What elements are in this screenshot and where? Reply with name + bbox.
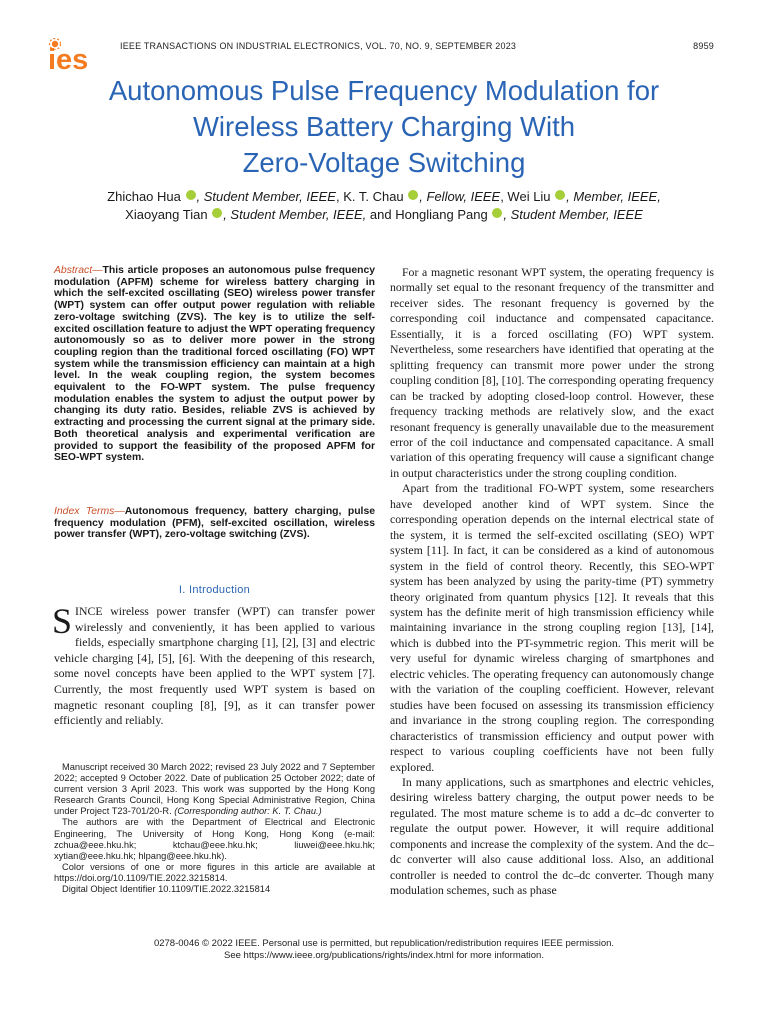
author-name: , K. T. Chau: [335, 189, 404, 204]
author-role: , Student Member, IEEE: [503, 207, 643, 222]
abstract-label: Abstract—: [54, 265, 103, 276]
body-paragraph: In many applications, such as smartphones and electric vehicles, desiring wireless battery charging, the output power needs to be regulated. The most mature scheme is to add a dc–dc converter to regulate the output power. However, it will require additional components and increase the complexity of the system. And the dc–dc converter will also cause additional loss. Also, an additional controller is needed to control the dc–dc converter. Though many modulation schemes, such as phase: [390, 774, 714, 898]
title-line-1: Autonomous Pulse Frequency Modulation for: [108, 75, 660, 106]
drop-cap: S: [52, 601, 73, 641]
footnote-doi: Digital Object Identifier 10.1109/TIE.2022.3215814: [62, 884, 271, 895]
body-paragraph: For a magnetic resonant WPT system, the operating frequency is normally set equal to the resonant frequency of the transmitter and receiver sides. The resonant frequency is governed by the corresponding coil inductance and compensated capacitance. Essentially, it is a forced oscillating (FO) WPT system. Nevertheless, some researchers have identified that operating at the splitting frequency can transmit more power under the strong coupling condition [8], [10]. The corresponding operating frequency can be tracked by adopting closed-loop control. However, these frequency tracking methods are relatively slow, and the exact resonant frequency is generally unavailable due to the measurement error of the coil inductance and compensated capacitance. A small variation of this operating frequency will cause a significant change in output characteristics under the strong coupling condition.: [390, 265, 714, 480]
copyright-notice: [40, 938, 728, 962]
copyright-line-1: 0278-0046 © 2022 IEEE. Personal use is permitted, but republication/redistribution requires IEEE permission.: [153, 938, 615, 949]
logo-text: ies: [48, 44, 89, 74]
page-number: 8959: [693, 41, 714, 51]
orcid-icon[interactable]: [186, 190, 196, 200]
orcid-icon[interactable]: [212, 208, 222, 218]
paper-title: [40, 73, 728, 181]
footnote-affiliation: The authors are with the Department of Electrical and Electronic Engineering, The University of Hong Kong, Hong Kong (e-mail: zchua@eee.hku.hk; ktchau@eee.hku.hk; liuwei@eee.hku.hk; xytian@eee.hku.hk; hlpang@eee.hku.hk).: [54, 817, 375, 861]
section-heading: I. Introduction: [178, 584, 251, 596]
author-name: Xiaoyang Tian: [125, 207, 208, 222]
index-terms: [54, 506, 375, 541]
title-line-2: Wireless Battery Charging With: [192, 111, 576, 142]
footnote: [54, 762, 375, 895]
title-line-3: Zero-Voltage Switching: [242, 147, 526, 178]
ies-logo: [46, 38, 106, 74]
abstract-text: This article proposes an autonomous pulse frequency modulation (APFM) scheme for wireless battery charging in which the self-excited oscillating (SEO) wireless power transfer (WPT) system can offer output power regulation with reliable zero-voltage switching (ZVS). The key is to utilize the self-excited oscillation feature to adjust the WPT operating frequency autonomously so as to deliver more power in the strong coupling region than the traditional forced oscillating (FO) WPT system while the transmission efficiency can maintain at a high level. In the weak coupling region, the system becomes equivalent to the FO-WPT system. The pulse frequency modulation enables the system to adjust the output power by changing its duty ratio. Besides, reliable ZVS is achieved by extracting and processing the current signal at the primary side. Both theoretical analysis and experimental verification are provided to support the feasibility of the proposed APFM for SEO-WPT system.: [54, 265, 376, 464]
journal-name: IEEE TRANSACTIONS ON INDUSTRIAL ELECTRONICS, VOL. 70, NO. 9, SEPTEMBER 2023: [120, 41, 517, 51]
author-role: , Member, IEEE,: [566, 189, 661, 204]
index-terms-text: Autonomous frequency, battery charging, pulse frequency modulation (PFM), self-excited oscillation, wireless power transfer (WPT), zero-voltage switching (ZVS).: [54, 506, 376, 541]
right-column: [390, 265, 714, 899]
author-name: , Wei Liu: [500, 189, 551, 204]
author-role: , Student Member, IEEE: [196, 189, 336, 204]
copyright-line-2: See https://www.ieee.org/publications/rights/index.html for more information.: [224, 950, 544, 961]
author-name: Zhichao Hua: [107, 189, 181, 204]
footnote-manuscript: Manuscript received 30 March 2022; revised 23 July 2022 and 7 September 2022; accepted 9 October 2022. Date of publication 25 October 2022; date of current version 3 April 2023. This work was supported by the Hong Kong Research Grants Council, Hong Kong Special Administrative Region, China under Project T23-701/20-R.: [54, 762, 375, 817]
abstract: [54, 265, 375, 464]
first-word: INCE: [75, 604, 103, 618]
orcid-icon[interactable]: [492, 208, 502, 218]
author-conjunction: and: [366, 207, 396, 222]
author-role: , Fellow, IEEE: [419, 189, 501, 204]
orcid-icon[interactable]: [408, 190, 418, 200]
intro-body: wireless power transfer (WPT) can transfer power wirelessly and conveniently, it has been applied to various fields, especially smartphone charging [1], [2], [3] and electric vehicle charging [4], [5], [6]. With the deepening of this research, some novel concepts have been applied to the WPT system [7]. Currently, the most frequently used WPT system is based on magnetic resonant coupling [8], [9], as it can transfer power efficiently and reliably.: [54, 604, 375, 728]
author-role: , Student Member, IEEE,: [223, 207, 367, 222]
index-terms-label: Index Terms—: [54, 506, 125, 517]
body-paragraph: Apart from the traditional FO-WPT system, some researchers have developed another kind of WPT system. Since the corresponding operation depends on the internal electrical state of the system, it is termed the self-excited oscillating (SEO) WPT system [11]. In fact, it can be considered as a kind of autonomous system in the field of control theory. Recently, this SEO-WPT system has been analyzed by using the parity-time (PT) symmetry theory originated from quantum physics [12]. It reveals that this system has the definite merit of high transmission efficiency while maintaining invariance in the strong coupling region [13], [14], which is dubbed into the PT-symmetric region. This merit will be very useful for dynamic wireless charging of smartphones and electric vehicles. The operating frequency can autonomously change with the variation of the coupling coefficient. However, relevant studies have been focused on assessing its transmission efficiency and invariance in the strong coupling region. The corresponding characteristics of transmission efficiency and output power with respect to various coupling coefficients have not been fully explored.: [390, 481, 714, 774]
footnote-color: Color versions of one or more figures in this article are available at https://doi.org/10.1109/TIE.2022.3215814.: [54, 861, 375, 883]
footnote-corresponding: (Corresponding author: K. T. Chau.): [171, 806, 322, 817]
author-list: [40, 188, 728, 224]
running-header: [120, 41, 714, 51]
author-name: Hongliang Pang: [395, 207, 488, 222]
orcid-icon[interactable]: [555, 190, 565, 200]
introduction-paragraph: [52, 601, 375, 729]
